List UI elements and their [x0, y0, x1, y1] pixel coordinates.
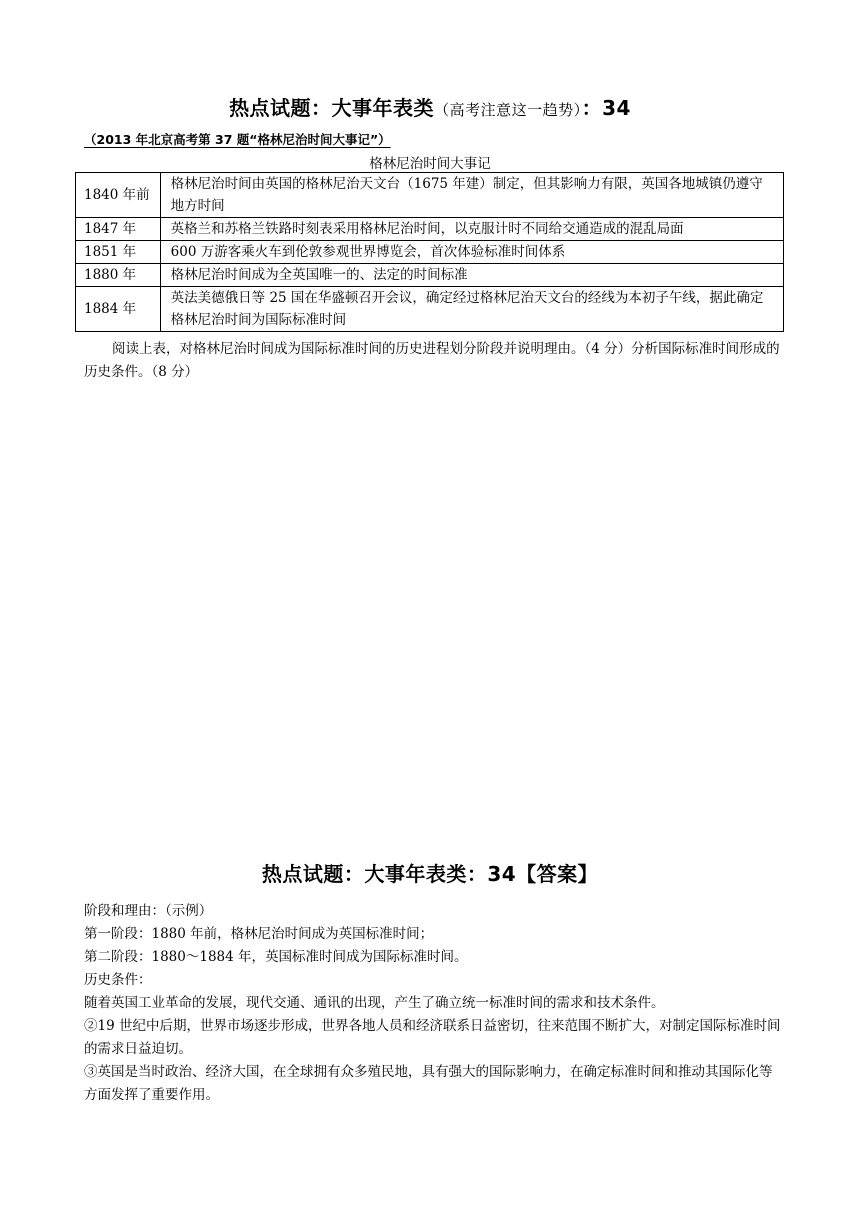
question-title-note: （高考注意这一趋势）	[434, 101, 582, 119]
table-row	[76, 218, 784, 241]
answer-line: ③英国是当时政治、经济大国，在全球拥有众多殖民地，具有强大的国际影响力，在确定标准时间和推动其国际化等方面发挥了重要作用。	[84, 1064, 773, 1103]
row-year: 1847 年	[76, 218, 161, 241]
answer-line: 历史条件：	[84, 972, 152, 988]
answer-line: 阶段和理由：（示例）	[84, 903, 213, 919]
row-year: 1840 年前	[76, 173, 161, 218]
question-title-main: 热点试题：大事年表类	[229, 96, 435, 120]
question-title	[0, 92, 860, 121]
row-event: 格林尼治时间由英国的格林尼治天文台（1675 年建）制定，但其影响力有限，英国各地城镇仍遵守地方时间	[160, 173, 783, 218]
row-event: 英格兰和苏格兰铁路时刻表采用格林尼治时间，以克服计时不同给交通造成的混乱局面	[160, 218, 783, 241]
row-year: 1880 年	[76, 264, 161, 287]
question-title-suffix: ：34	[581, 96, 631, 120]
events-table	[75, 172, 784, 332]
answer-line: 随着英国工业革命的发展，现代交通、通讯的出现，产生了确立统一标准时间的需求和技术条件。	[84, 995, 665, 1011]
row-event: 600 万游客乘火车到伦敦参观世界博览会，首次体验标准时间体系	[160, 241, 783, 264]
question-prompt: 阅读上表，对格林尼治时间成为国际标准时间的历史进程划分阶段并说明理由。（4 分）分析国际标准时间形成的历史条件。（8 分）	[84, 341, 780, 380]
table-row	[76, 241, 784, 264]
row-event: 英法美德俄日等 25 国在华盛顿召开会议，确定经过格林尼治天文台的经线为本初子午线，据此确定格林尼治时间为国际标准时间	[160, 287, 783, 332]
question-source: （2013 年北京高考第 37 题“格林尼治时间大事记”）	[84, 132, 391, 147]
table-row	[76, 264, 784, 287]
answer-body	[84, 900, 784, 1107]
row-year: 1851 年	[76, 241, 161, 264]
answer-line: ②19 世纪中后期，世界市场逐步形成，世界各地人员和经济联系日益密切，往来范围不断扩大，对制定国际标准时间的需求日益迫切。	[84, 1018, 781, 1057]
answer-line: 第二阶段：1880～1884 年，英国标准时间成为国际标准时间。	[84, 949, 468, 965]
table-row	[76, 173, 784, 218]
table-caption: 格林尼治时间大事记	[369, 156, 491, 172]
row-event: 格林尼治时间成为全英国唯一的、法定的时间标准	[160, 264, 783, 287]
answer-title: 热点试题：大事年表类：34【答案】	[261, 862, 599, 886]
table-row	[76, 287, 784, 332]
row-year: 1884 年	[76, 287, 161, 332]
answer-line: 第一阶段：1880 年前，格林尼治时间成为英国标准时间；	[84, 926, 434, 942]
